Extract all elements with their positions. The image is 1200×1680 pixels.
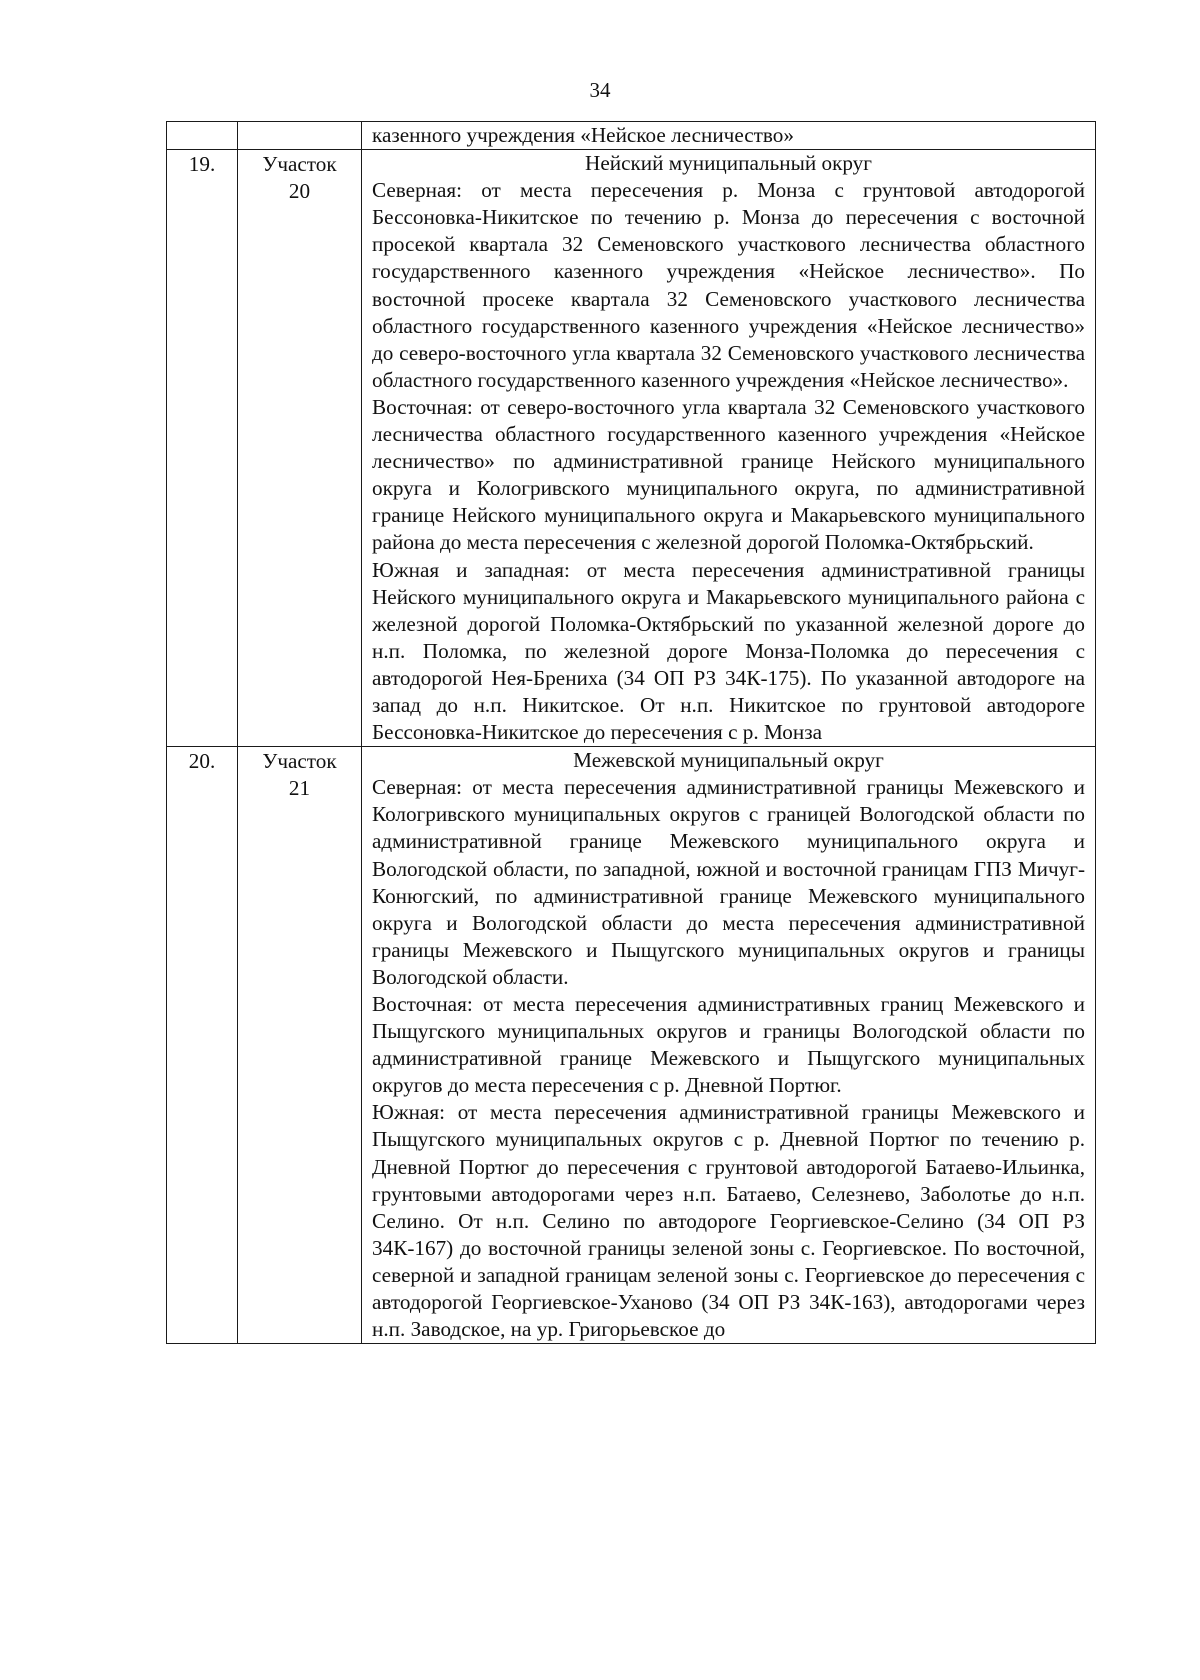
row-number: 19.: [167, 150, 238, 747]
plot-number: 21: [288, 776, 311, 801]
boundary-north: Северная: от места пересечения административной границы Межевского и Кологривского муниципальных округов с границей Вологодской области по административной границе Межевского муниципального округа и Вологодской области, по западной, южной и восточной границам ГПЗ Мичуг-Конюгский, по административной границе Межевского муниципального округа и Вологодской области до места пересечения административной границы Межевского и Пыщугского муниципальных округов и границы Вологодской области.: [372, 775, 1085, 989]
plot-label: [238, 747, 362, 1344]
boundary-south: Южная: от места пересечения административной границы Межевского и Пыщугского муниципальных округов с р. Дневной Портюг по течению р. Дневной Портюг до пересечения с грунтовой автодорогой Батаево-Ильинка, грунтовыми автодорогами через н.п. Батаево, Селезнево, Заболотье до н.п. Селино. От н.п. Селино по автодороге Георгиевское-Селино (34 ОП РЗ 34К-167) до восточной границы зеленой зоны с. Георгиевское. По восточной, северной и западной границам зеленой зоны с. Георгиевское до пересечения с автодорогой Георгиевское-Уханово (34 ОП РЗ 34К-163), автодорогами через н.п. Заводское, на ур. Григорьевское до: [372, 1100, 1085, 1342]
row-number: 20.: [167, 747, 238, 1344]
continuation-plot-cell: [238, 122, 362, 150]
district-title: Межевской муниципальный округ: [573, 748, 884, 773]
district-title: Нейский муниципальный округ: [585, 151, 872, 176]
plot-label: [238, 150, 362, 747]
page-number: 34: [589, 78, 611, 102]
plot-word: Участок: [262, 749, 337, 774]
boundary-description: [362, 747, 1096, 1344]
boundary-north: Северная: от места пересечения р. Монза с грунтовой автодорогой Бессоновка-Никитское по течению р. Монза до пересечения с восточной просекой квартала 32 Семеновского участкового лесничества областного государственного казенного учреждения «Нейское лесничество». По восточной просеке квартала 32 Семеновского участкового лесничества областного государственного казенного учреждения «Нейское лесничество» до северо-восточного угла квартала 32 Семеновского участкового лесничества областного государственного казенного учреждения «Нейское лесничество».: [372, 178, 1085, 392]
plot-word: Участок: [262, 152, 337, 177]
continuation-num-cell: [167, 122, 238, 150]
table-row-continuation: [167, 122, 1096, 150]
boundary-east: Восточная: от северо-восточного угла квартала 32 Семеновского участкового лесничества областного государственного казенного учреждения «Нейское лесничество» по административной границе Нейского муниципального округа и Кологривского муниципального округа, по административной границе Нейского муниципального округа и Макарьевского муниципального района до места пересечения с железной дорогой Поломка-Октябрьский.: [372, 394, 1085, 555]
plot-number: 20: [288, 179, 311, 204]
boundary-east: Восточная: от места пересечения административных границ Межевского и Пыщугского муниципальных округов и границы Вологодской области по административной границе Межевского и Пыщугского муниципальных округов до места пересечения с р. Дневной Портюг.: [372, 992, 1085, 1098]
boundaries-table: [166, 121, 1096, 1344]
table-row: [167, 150, 1096, 747]
boundary-south-west: Южная и западная: от места пересечения административной границы Нейского муниципального округа и Макарьевского муниципального района с железной дорогой Поломка-Октябрьский по указанной железной дороге до н.п. Поломка, по железной дороге Монза-Поломка до пересечения с автодорогой Нея-Брениха (34 ОП РЗ 34К-175). По указанной автодороге на запад до н.п. Никитское. От н.п. Никитское по грунтовой автодороге Бессоновка-Никитское до пересечения с р. Монза: [372, 557, 1085, 745]
table-row: [167, 747, 1096, 1344]
continuation-text: казенного учреждения «Нейское лесничество»: [362, 122, 1096, 150]
boundary-description: [362, 150, 1096, 747]
